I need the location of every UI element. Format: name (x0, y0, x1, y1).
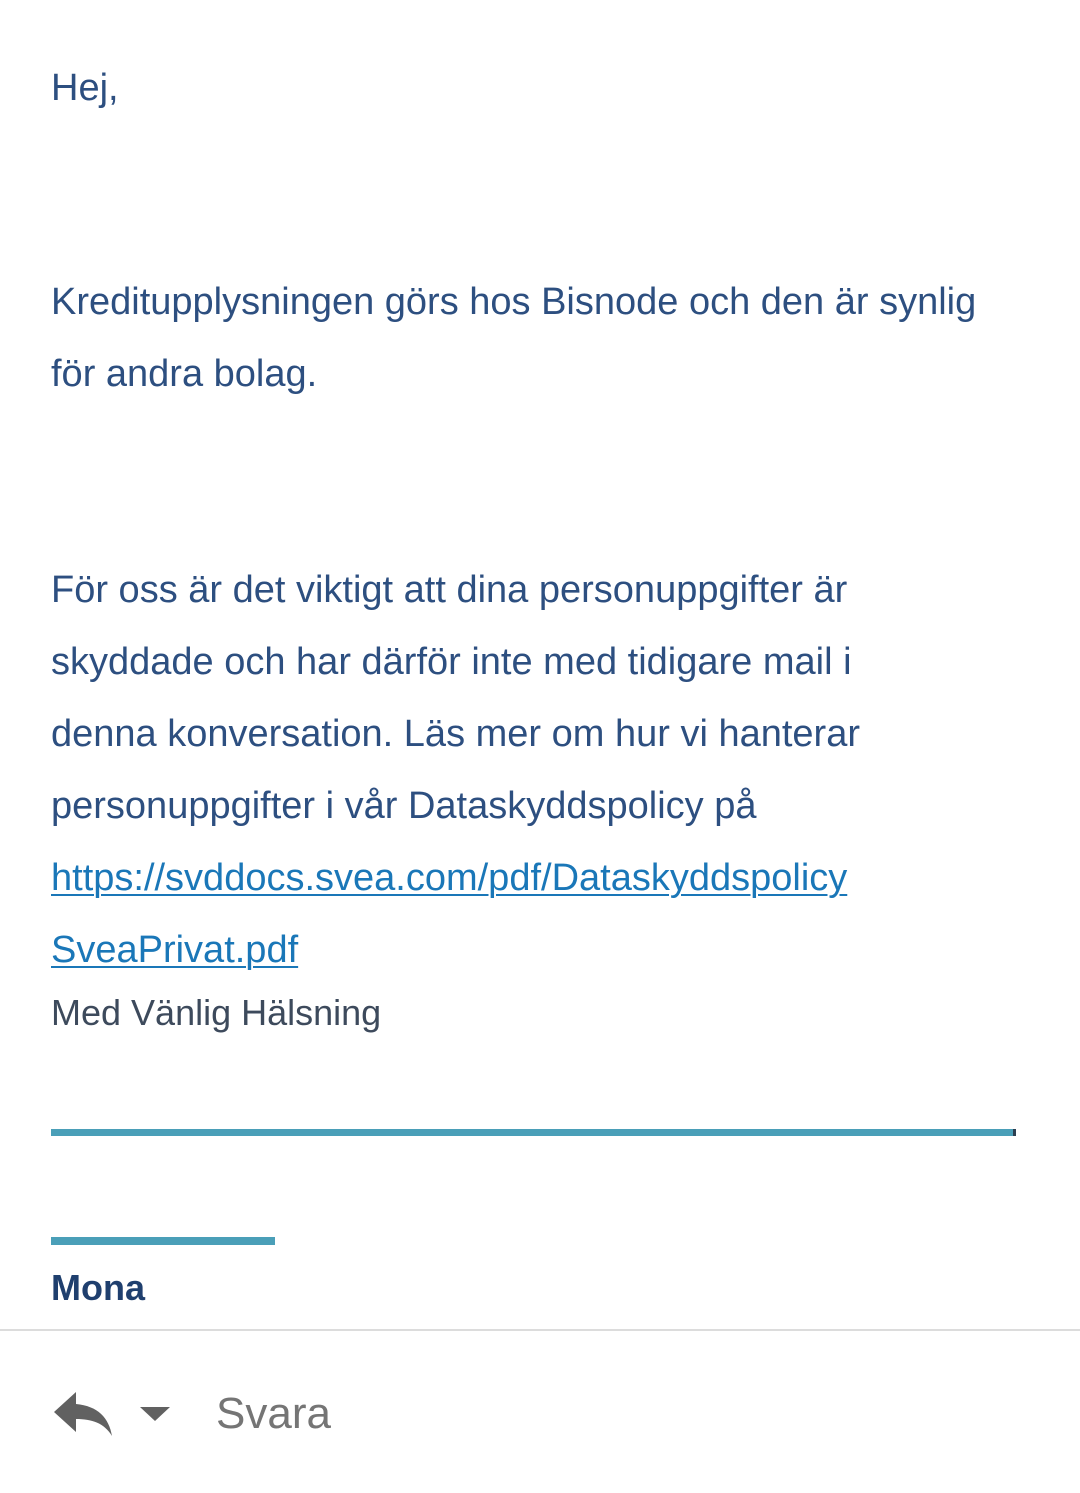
email-paragraph-privacy (51, 554, 1031, 986)
signature-divider-short (51, 1237, 275, 1245)
privacy-line: personuppgifter i vår Dataskyddspolicy på (51, 785, 757, 827)
chevron-down-icon[interactable] (138, 1405, 172, 1423)
email-paragraph-credit-check: Kreditupplysningen görs hos Bisnode och den är synlig för andra bolag. (51, 281, 977, 395)
privacy-policy-link-part[interactable]: https://svddocs.svea.com/pdf/Dataskyddspolicy (51, 857, 848, 899)
privacy-policy-link[interactable] (51, 842, 1031, 986)
email-greeting: Hej, (51, 67, 119, 109)
signature-divider-long (51, 1129, 1016, 1136)
reply-bar (0, 1331, 1080, 1493)
privacy-line: denna konversation. Läs mer om hur vi hanterar (51, 713, 860, 755)
privacy-line: skyddade och har därför inte med tidigare mail i (51, 641, 852, 683)
reply-button[interactable]: Svara (216, 1389, 331, 1438)
privacy-line: För oss är det viktigt att dina personuppgifter är (51, 569, 848, 611)
privacy-policy-link-part[interactable]: SveaPrivat.pdf (51, 929, 299, 971)
reply-icon[interactable] (52, 1386, 114, 1440)
signature-name: Mona (51, 1267, 145, 1308)
email-closing: Med Vänlig Hälsning (51, 992, 382, 1033)
